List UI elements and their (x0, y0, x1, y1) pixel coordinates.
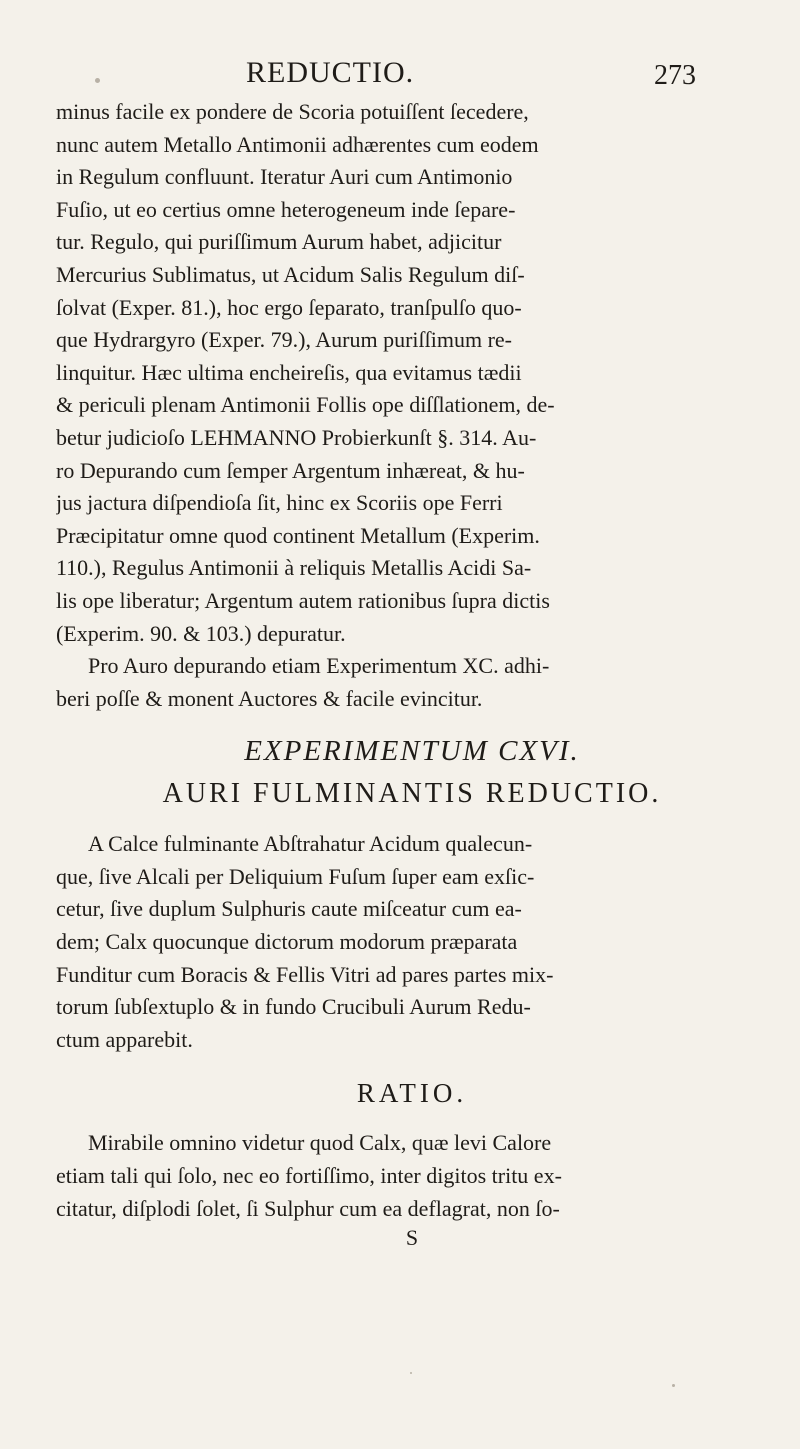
experiment-subheading: AURI FULMINANTIS REDUCTIO. (162, 778, 662, 810)
text-line: betur judicioſo LEHMANNO Probierkunſt §. 314. Au- (56, 424, 537, 450)
text-line: citatur, diſplodi ſolet, ſi Sulphur cum ea deflagrat, non ſo- (56, 1195, 560, 1221)
paper-speck (410, 1372, 412, 1374)
running-title: REDUCTIO. (246, 56, 415, 89)
text-line: lis ope liberatur; Argentum autem rationibus ſupra dictis (56, 587, 550, 613)
page-content (56, 96, 768, 1253)
text-line: (Experim. 90. & 103.) depuratur. (56, 620, 346, 646)
text-line: Mirabile omnino videtur quod Calx, quæ levi Calore (88, 1130, 552, 1156)
text-line: 110.), Regulus Antimonii à reliquis Metallis Acidi Sa- (56, 555, 532, 581)
text-line: tur. Regulo, qui puriſſimum Aurum habet, adjicitur (56, 229, 502, 255)
text-line: beri poſſe & monent Auctores & facile evincitur. (56, 685, 483, 711)
signature-mark: S (405, 1225, 419, 1251)
text-line: que Hydrargyro (Exper. 79.), Aurum puriſſimum re- (56, 327, 512, 353)
paragraph-2 (56, 650, 768, 715)
paragraph-1 (56, 96, 768, 650)
text-line: Præcipitatur omne quod continent Metallum (Experim. (56, 522, 540, 548)
running-head (246, 56, 696, 96)
text-line: Fuſio, ut eo certius omne heterogeneum inde ſepare- (56, 196, 516, 222)
text-line: ctum apparebit. (56, 1026, 193, 1052)
paragraph-3 (56, 828, 768, 1056)
ratio-heading: RATIO. (356, 1078, 468, 1109)
paper-speck (95, 78, 100, 83)
text-line: Mercurius Sublimatus, ut Acidum Salis Regulum diſ- (56, 261, 525, 287)
text-line: & periculi plenam Antimonii Follis ope diſſlationem, de- (56, 392, 555, 418)
paragraph-4 (56, 1127, 768, 1225)
text-line: cetur, ſive duplum Sulphuris caute miſceatur cum ea- (56, 896, 522, 922)
text-line: etiam tali qui ſolo, nec eo fortiſſimo, inter digitos tritu ex- (56, 1163, 562, 1189)
text-line: jus jactura diſpendioſa ſit, hinc ex Scoriis ope Ferri (56, 490, 503, 516)
text-line: ro Depurando cum ſemper Argentum inhæreat, & hu- (56, 457, 525, 483)
text-line: nunc autem Metallo Antimonii adhærentes cum eodem (56, 131, 539, 157)
text-line: minus facile ex pondere de Scoria potuiſſent ſecedere, (56, 99, 529, 124)
text-line: A Calce fulminante Abſtrahatur Acidum qualecun- (88, 831, 533, 857)
text-line: Pro Auro depurando etiam Experimentum XC. adhi- (88, 653, 550, 679)
text-line: dem; Calx quocunque dictorum modorum præparata (56, 929, 518, 955)
paper-speck (672, 1384, 675, 1387)
text-line: Funditur cum Boracis & Fellis Vitri ad pares partes mix- (56, 961, 554, 987)
text-line: in Regulum confluunt. Iteratur Auri cum Antimonio (56, 164, 513, 190)
text-line: torum ſubſextuplo & in fundo Crucibuli Aurum Redu- (56, 994, 531, 1020)
page-number: 273 (654, 60, 696, 91)
text-line: linquitur. Hæc ultima encheireſis, qua evitamus tædii (56, 359, 522, 385)
text-line: ſolvat (Exper. 81.), hoc ergo ſeparato, tranſpulſo quo- (56, 294, 522, 320)
text-line: que, ſive Alcali per Deliquium Fuſum ſuper eam exſic- (56, 863, 535, 889)
experiment-heading: EXPERIMENTUM CXVI. (244, 735, 580, 768)
